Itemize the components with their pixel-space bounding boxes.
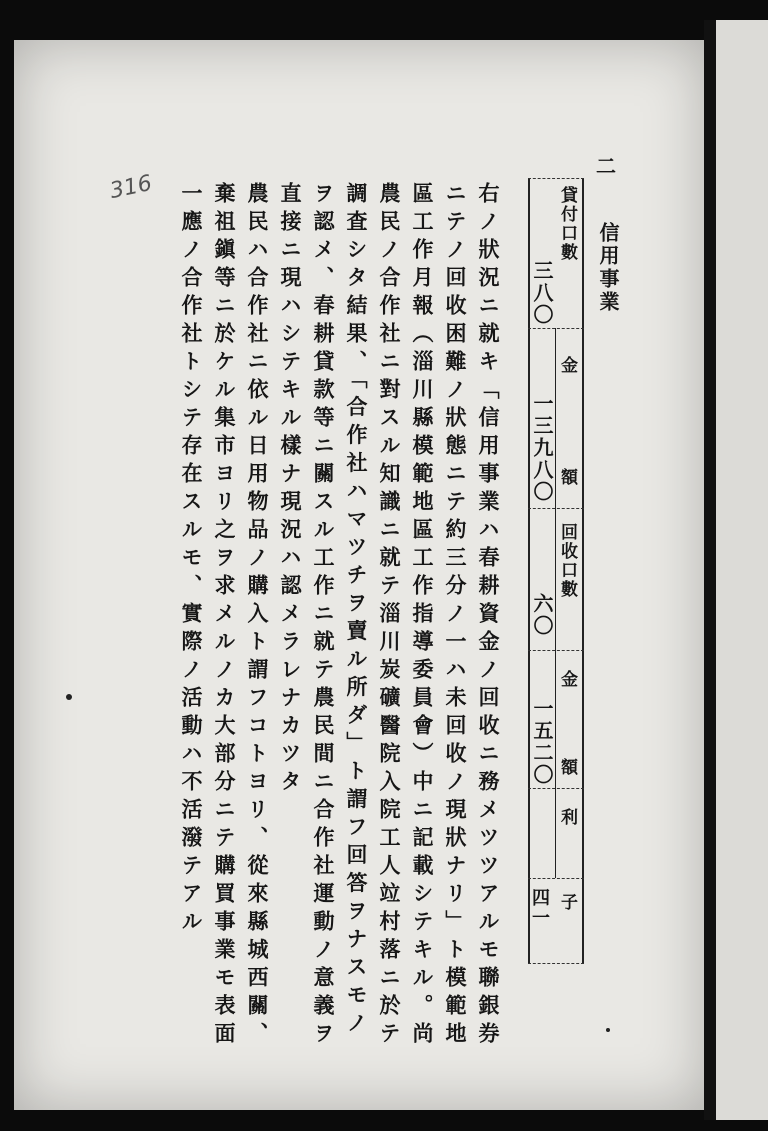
recovery-count-header: 回收口數 (557, 523, 577, 599)
ledger-divider-3 (528, 650, 584, 651)
section-number: 二 (596, 154, 616, 178)
facing-page-edge (716, 20, 768, 1120)
body-column-9: 棄祖鎭等ニ於ケル集市ヨリ之ヲ求メルノカ大部分ニテ購買事業モ表面 (212, 182, 237, 1050)
body-column-10: 一應ノ合作社トシテ存在スルモ、實際ノ活動ハ不活潑テアル (179, 182, 204, 938)
handwritten-note: 316 (107, 170, 155, 205)
ledger-divider-4 (528, 788, 584, 789)
recovery-amount-header: 金 (557, 670, 577, 689)
page-gutter (704, 20, 716, 1120)
loan-amount-header: 金 (557, 356, 577, 375)
body-column-3: 區工作月報（淄川縣模範地區工作指導委員會）中ニ記載シテキル。尚 (410, 182, 435, 1050)
body-column-5: 調査シタ結果、「合作社ハマツチヲ賣ル所ダ」ト謂フ回答ヲナスモノ (344, 182, 369, 1040)
print-speck (606, 1028, 610, 1032)
ledger-top-rule (528, 178, 584, 179)
body-column-7: 直接ニ現ハシテキル樣ナ現況ハ認メラレナカツタ (278, 182, 303, 798)
ledger-divider-2 (528, 508, 584, 509)
interest-value: 四一 (529, 888, 550, 928)
body-column-2: ニテノ回收困難ノ狀態ニテ約三分ノ一ハ未回收ノ現狀ナリ」ト模範地 (443, 182, 468, 1050)
body-column-8: 農民ハ合作社ニ依ル日用物品ノ購入ト謂フコトヨリ、從來縣城西關、 (245, 182, 270, 1050)
body-column-6: ヲ認メ、春耕貸款等ニ關スル工作ニ就テ農民間ニ合作社運動ノ意義ヲ (311, 182, 336, 1050)
ledger-bottom-rule (528, 963, 584, 964)
loan-ledger-table (528, 178, 584, 968)
ledger-divider-5 (528, 878, 584, 879)
recovery-amount-unit: 額 (557, 758, 577, 777)
print-speck (66, 694, 72, 700)
recovery-count-value: 六〇 (530, 593, 554, 637)
interest-header-1: 利 (557, 808, 577, 827)
interest-header-2: 子 (557, 893, 577, 912)
recovery-amount-value: 一五二〇 (530, 698, 554, 786)
section-title: 信用事業 (596, 222, 620, 314)
body-column-1: 右ノ狀況ニ就キ「信用事業ハ春耕資金ノ回收ニ務メツツアルモ聯銀券 (476, 182, 501, 1050)
ledger-right-rule (582, 178, 584, 963)
loan-amount-unit: 額 (557, 468, 577, 487)
body-column-4: 農民ノ合作社ニ對スル知識ニ就テ淄川炭礦醫院入院工人竝村落ニ於テ (377, 182, 402, 1050)
loan-amount-value: 一三九八〇 (530, 393, 554, 503)
ledger-divider-1 (528, 328, 584, 329)
loan-count-value: 三八〇 (530, 260, 554, 326)
loan-count-header: 貸付口數 (557, 186, 577, 262)
ledger-mid-rule (555, 328, 556, 878)
